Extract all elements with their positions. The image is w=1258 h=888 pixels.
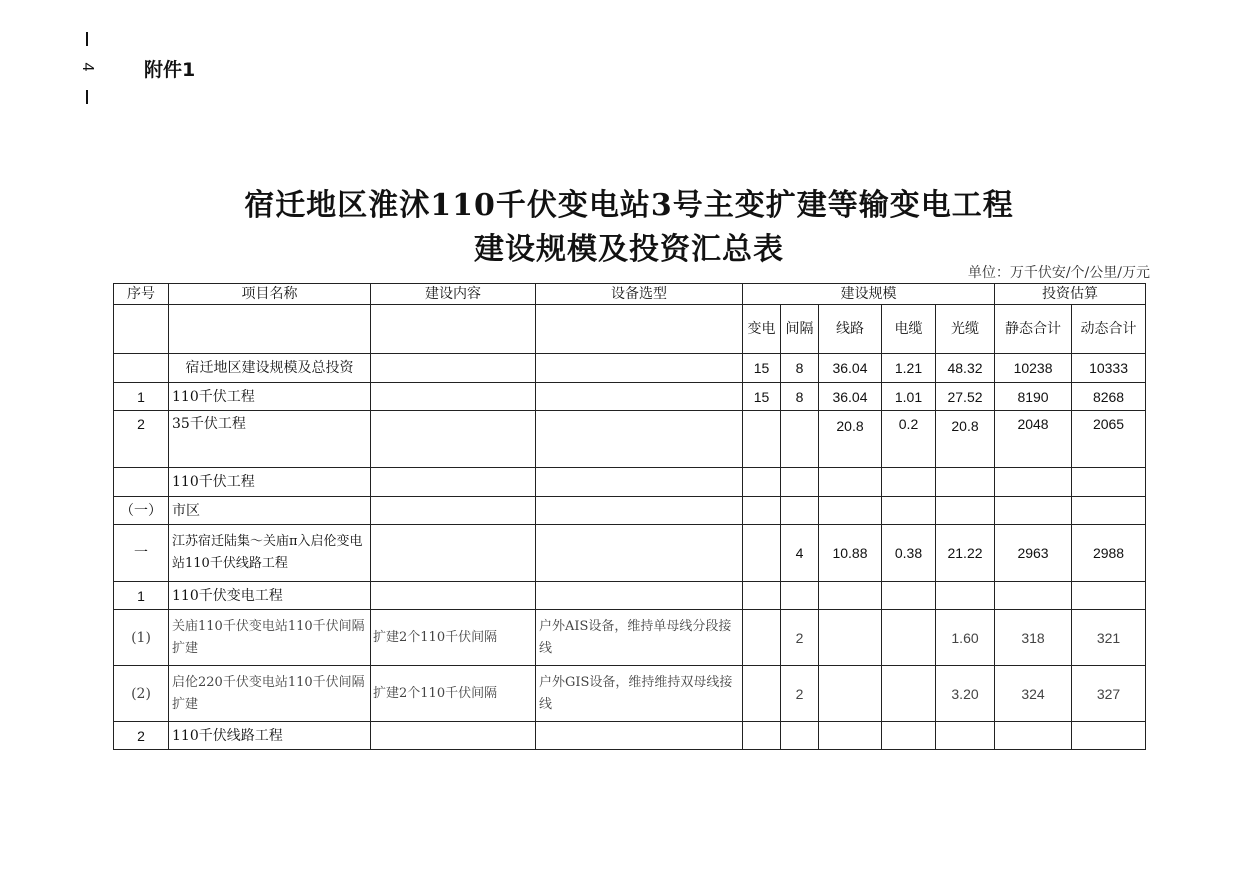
cell-equipment <box>536 354 743 383</box>
header-cable: 电缆 <box>882 305 936 354</box>
cell-equipment <box>536 525 743 582</box>
cell-equipment <box>536 497 743 525</box>
cell-static: 10238 <box>995 354 1072 383</box>
cell-seq: 2 <box>114 411 169 468</box>
cell-name: 市区 <box>169 497 371 525</box>
cell-dynamic: 2065 <box>1072 411 1146 468</box>
cell-line <box>819 497 882 525</box>
cell-content: 扩建2个110千伏间隔 <box>371 610 536 666</box>
cell-line <box>819 468 882 497</box>
cell-fiber <box>936 497 995 525</box>
cell-content <box>371 354 536 383</box>
cell-seq <box>114 468 169 497</box>
cell-fiber: 48.32 <box>936 354 995 383</box>
cell-bay: 8 <box>781 354 819 383</box>
cell-content <box>371 722 536 750</box>
cell-seq: 1 <box>114 582 169 610</box>
cell-seq: 2 <box>114 722 169 750</box>
cell-line: 20.8 <box>819 411 882 468</box>
cell-bay: 2 <box>781 610 819 666</box>
table-row <box>114 666 1146 722</box>
table-row <box>114 722 1146 750</box>
cell-substation <box>743 525 781 582</box>
cell-equipment: 户外GIS设备，维持维持双母线接线 <box>536 666 743 722</box>
cell-content <box>371 582 536 610</box>
cell-static <box>995 582 1072 610</box>
cell-equipment <box>536 722 743 750</box>
cell-fiber: 3.20 <box>936 666 995 722</box>
cell-seq: 1 <box>114 383 169 411</box>
cell-name: 35千伏工程 <box>169 411 371 468</box>
header-bay: 间隔 <box>781 305 819 354</box>
cell-cable: 0.2 <box>882 411 936 468</box>
cell-name: 110千伏工程 <box>169 383 371 411</box>
table-row <box>114 411 1146 468</box>
page-number-marker <box>80 32 100 108</box>
table-row <box>114 354 1146 383</box>
cell-cable <box>882 610 936 666</box>
cell-bay <box>781 468 819 497</box>
cell-content <box>371 383 536 411</box>
table-row <box>114 582 1146 610</box>
cell-static: 8190 <box>995 383 1072 411</box>
table-row <box>114 383 1146 411</box>
cell-content: 扩建2个110千伏间隔 <box>371 666 536 722</box>
cell-dynamic <box>1072 497 1146 525</box>
cell-seq <box>114 354 169 383</box>
cell-line <box>819 666 882 722</box>
cell-name: 110千伏变电工程 <box>169 582 371 610</box>
cell-substation: 15 <box>743 383 781 411</box>
cell-static: 2048 <box>995 411 1072 468</box>
header-substation: 变电 <box>743 305 781 354</box>
cell-dynamic <box>1072 722 1146 750</box>
cell-substation <box>743 666 781 722</box>
summary-table <box>113 283 1146 750</box>
cell-equipment <box>536 383 743 411</box>
cell-content <box>371 468 536 497</box>
cell-equipment: 户外AIS设备，维持单母线分段接线 <box>536 610 743 666</box>
cell-substation <box>743 468 781 497</box>
cell-fiber <box>936 468 995 497</box>
cell-fiber <box>936 722 995 750</box>
cell-content <box>371 525 536 582</box>
cell-line: 36.04 <box>819 354 882 383</box>
cell-cable: 1.01 <box>882 383 936 411</box>
unit-note: 单位：万千伏安/个/公里/万元 <box>967 265 1150 281</box>
header-line: 线路 <box>819 305 882 354</box>
cell-dynamic: 10333 <box>1072 354 1146 383</box>
cell-equipment <box>536 411 743 468</box>
header-fiber: 光缆 <box>936 305 995 354</box>
cell-substation <box>743 582 781 610</box>
cell-bay: 2 <box>781 666 819 722</box>
cell-bay: 4 <box>781 525 819 582</box>
cell-name: 110千伏工程 <box>169 468 371 497</box>
cell-bay: 8 <box>781 383 819 411</box>
header-content: 建设内容 <box>371 284 536 305</box>
cell-name: 江苏宿迁陆集～关庙π入启伦变电站110千伏线路工程 <box>169 525 371 582</box>
document-title-line2: 建设规模及投资汇总表 <box>474 232 784 267</box>
page-number-dash-bottom <box>86 90 88 104</box>
header-name-blank <box>169 305 371 354</box>
cell-static <box>995 722 1072 750</box>
cell-dynamic: 8268 <box>1072 383 1146 411</box>
table-row <box>114 610 1146 666</box>
header-seq: 序号 <box>114 284 169 305</box>
cell-bay <box>781 411 819 468</box>
document-title-line1: 宿迁地区淮沭110千伏变电站3号主变扩建等输变电工程 <box>244 188 1014 223</box>
header-content-blank <box>371 305 536 354</box>
cell-static: 324 <box>995 666 1072 722</box>
cell-fiber: 20.8 <box>936 411 995 468</box>
cell-name: 关庙110千伏变电站110千伏间隔扩建 <box>169 610 371 666</box>
cell-line: 36.04 <box>819 383 882 411</box>
table-row <box>114 525 1146 582</box>
cell-static: 318 <box>995 610 1072 666</box>
cell-cable: 0.38 <box>882 525 936 582</box>
cell-cable <box>882 497 936 525</box>
cell-seq: (2) <box>114 666 169 722</box>
cell-bay <box>781 722 819 750</box>
header-row-1 <box>114 284 1146 305</box>
header-row-2 <box>114 305 1146 354</box>
cell-fiber <box>936 582 995 610</box>
cell-equipment <box>536 468 743 497</box>
cell-line <box>819 722 882 750</box>
cell-content <box>371 411 536 468</box>
cell-cable <box>882 582 936 610</box>
cell-seq: （一） <box>114 497 169 525</box>
cell-substation <box>743 497 781 525</box>
page-number-dash-top <box>86 32 88 46</box>
page-number: 4 <box>79 62 96 72</box>
cell-fiber: 21.22 <box>936 525 995 582</box>
cell-line: 10.88 <box>819 525 882 582</box>
header-seq-blank <box>114 305 169 354</box>
cell-line <box>819 582 882 610</box>
cell-cable <box>882 468 936 497</box>
header-dynamic-total: 动态合计 <box>1072 305 1146 354</box>
cell-cable: 1.21 <box>882 354 936 383</box>
header-equipment-blank <box>536 305 743 354</box>
cell-cable <box>882 722 936 750</box>
cell-substation: 15 <box>743 354 781 383</box>
header-investment: 投资估算 <box>995 284 1146 305</box>
cell-bay <box>781 582 819 610</box>
cell-name: 宿迁地区建设规模及总投资 <box>169 354 371 383</box>
cell-content <box>371 497 536 525</box>
cell-dynamic: 321 <box>1072 610 1146 666</box>
cell-static: 2963 <box>995 525 1072 582</box>
cell-static <box>995 497 1072 525</box>
header-scale: 建设规模 <box>743 284 995 305</box>
cell-name: 110千伏线路工程 <box>169 722 371 750</box>
cell-static <box>995 468 1072 497</box>
table-row <box>114 468 1146 497</box>
cell-seq: 一 <box>114 525 169 582</box>
header-equipment: 设备选型 <box>536 284 743 305</box>
cell-dynamic: 2988 <box>1072 525 1146 582</box>
cell-bay <box>781 497 819 525</box>
cell-cable <box>882 666 936 722</box>
cell-fiber: 1.60 <box>936 610 995 666</box>
table-row <box>114 497 1146 525</box>
cell-substation <box>743 411 781 468</box>
header-name: 项目名称 <box>169 284 371 305</box>
cell-line <box>819 610 882 666</box>
cell-seq: (1) <box>114 610 169 666</box>
cell-dynamic: 327 <box>1072 666 1146 722</box>
cell-substation <box>743 722 781 750</box>
cell-dynamic <box>1072 468 1146 497</box>
cell-name: 启伦220千伏变电站110千伏间隔扩建 <box>169 666 371 722</box>
cell-fiber: 27.52 <box>936 383 995 411</box>
cell-equipment <box>536 582 743 610</box>
cell-substation <box>743 610 781 666</box>
cell-dynamic <box>1072 582 1146 610</box>
header-static-total: 静态合计 <box>995 305 1072 354</box>
attachment-label: 附件1 <box>144 59 196 81</box>
